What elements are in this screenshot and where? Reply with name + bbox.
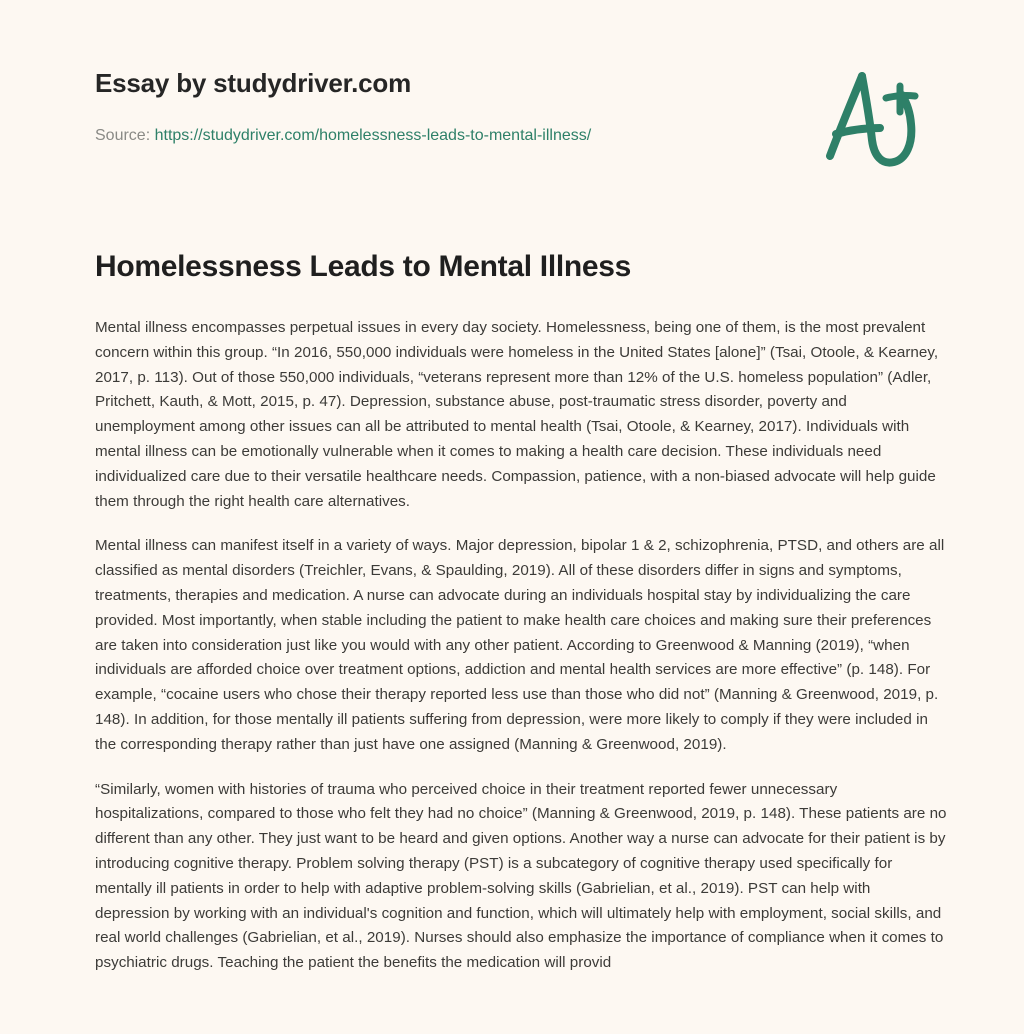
brand-byline: Essay by studydriver.com — [95, 68, 412, 98]
article — [95, 248, 947, 976]
page-title: Homelessness Leads to Mental Illness — [95, 250, 632, 283]
studydriver-logo[interactable] — [810, 62, 930, 177]
source-url-link[interactable]: https://studydriver.com/homelessness-leads-to-mental-illness/ — [154, 127, 592, 144]
article-paragraph: Mental illness encompasses perpetual issues in every day society. Homelessness, being one of them, is the most prevalent concern within this group. “In 2016, 550,000 individuals were homeless in the United States [alone]” (Tsai, Otoole, & Kearney, 2017, p. 113). Out of those 550,000 individuals, “veterans represent more than 12% of the U.S. homeless population” (Adler, Pritchett, Kauth, & Mott, 2015, p. 47). Depression, substance abuse, post-traumatic stress disorder, poverty and unemployment among other issues can all be attributed to mental health (Tsai, Otoole, & Kearney, 2017). Individuals with mental illness can be emotionally vulnerable when it comes to making a health care decision. These individuals need individualized care due to their versatile healthcare needs. Compassion, patience, with a non-biased advocate will help guide them through the right health care alternatives. — [95, 319, 939, 510]
source-line — [95, 125, 591, 147]
source-label: Source: — [95, 127, 151, 144]
article-paragraph: Mental illness can manifest itself in a variety of ways. Major depression, bipolar 1 & 2, schizophrenia, PTSD, and others are all classified as mental disorders (Treichler, Evans, & Spaulding, 2019). All of these disorders differ in signs and symptoms, treatments, therapies and medication. A nurse can advocate during an individuals hospital stay by individualizing the care provided. Most importantly, when stable including the patient to make health care choices and making sure their preferences are taken into consideration just like you would with any other patient. According to Greenwood & Manning (2019), “when individuals are afforded choice over treatment options, addiction and mental health services are more effective” (p. 148). For example, “cocaine users who chose their therapy reported less use than those who did not” (Manning & Greenwood, 2019, p. 148). In addition, for those mentally ill patients suffering from depression, were more likely to comply if they were included in the corresponding therapy rather than just have one assigned (Manning & Greenwood, 2019). — [95, 537, 945, 753]
article-body — [95, 316, 947, 976]
a-plus-logo-icon — [810, 62, 930, 177]
article-paragraph: “Similarly, women with histories of trauma who perceived choice in their treatment reported fewer unnecessary hospitalizations, compared to those who felt they had no choice” (Manning & Greenwood, 2019, p. 148). These patients are no different than any other. They just want to be heard and given options. Another way a nurse can advocate for their patient is by introducing cognitive therapy. Problem solving therapy (PST) is a subcategory of cognitive therapy used specifically for mentally ill patients in order to help with adaptive problem-solving skills (Gabrielian, et al., 2019). PST can help with depression by working with an individual's cognition and function, which will ultimately help with employment, social skills, and real world challenges (Gabrielian, et al., 2019). Nurses should also emphasize the importance of compliance when it comes to psychiatric drugs. Teaching the patient the benefits the medication will provid — [95, 780, 947, 972]
page-header — [0, 0, 1024, 200]
